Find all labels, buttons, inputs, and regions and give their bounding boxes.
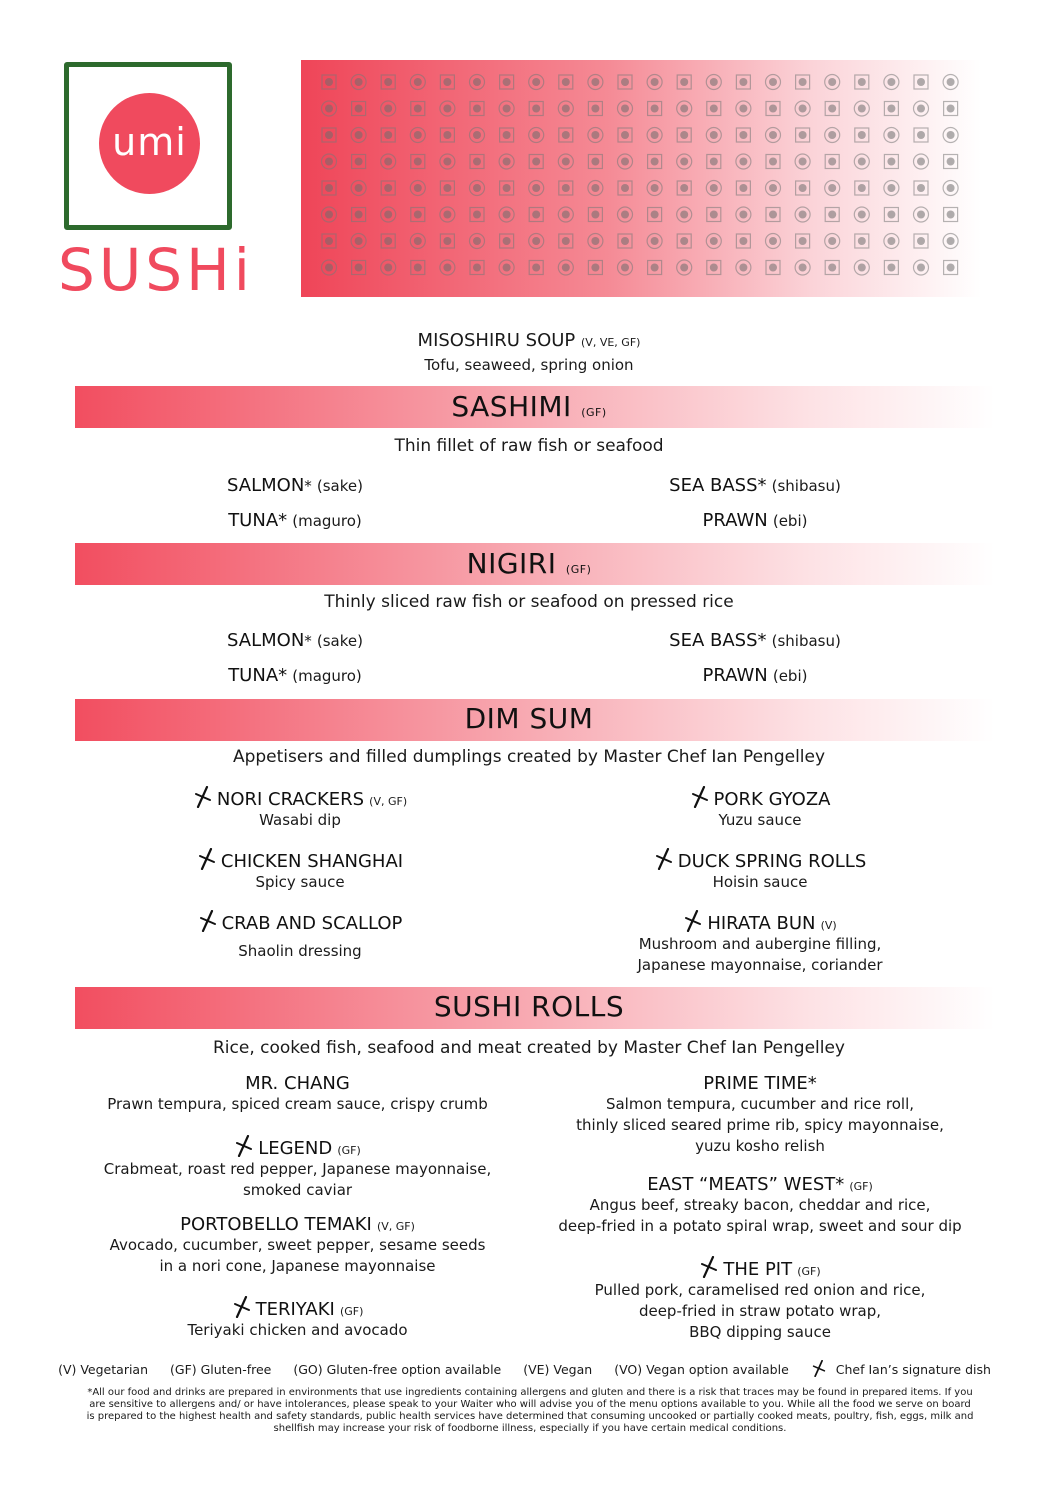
pattern-dot: [499, 101, 514, 116]
pattern-dot: [766, 102, 780, 116]
pattern-dot: [618, 101, 633, 116]
pattern-dot: [410, 75, 425, 90]
pattern-dot: [618, 260, 633, 275]
pattern-dot: [825, 128, 840, 143]
pattern-dot: [796, 128, 810, 142]
sashimi-tag: (GF): [581, 406, 607, 419]
item-alt: (shibasu): [771, 477, 841, 495]
pattern-dot: [470, 75, 485, 90]
pattern-dot: [588, 261, 602, 275]
item-desc: thinly sliced seared prime rib, spicy mayonnaise,: [576, 1116, 944, 1134]
chopsticks-icon: [690, 786, 710, 808]
item-name: CRAB AND SCALLOP: [221, 913, 403, 934]
pattern-dot: [529, 155, 543, 169]
item-star: *: [304, 477, 312, 495]
item-alt: (maguro): [292, 667, 362, 685]
item-desc: Teriyaki chicken and avocado: [187, 1321, 408, 1339]
pattern-dot: [381, 234, 395, 248]
pattern-dot: [440, 207, 455, 222]
chopsticks-icon: [193, 786, 213, 808]
pattern-dot: [855, 234, 869, 248]
pattern-dot: [766, 208, 780, 222]
pattern-dot: [825, 75, 840, 90]
pattern-dot: [499, 154, 514, 169]
legend-signature-label: Chef Ian’s signature dish: [835, 1362, 991, 1377]
pattern-dot: [648, 102, 662, 116]
sashimi-item-prawn: [630, 510, 880, 531]
pattern-dot: [558, 207, 573, 222]
rolls-desc: Rice, cooked fish, seafood and meat created by Master Chef Ian Pengelley: [212, 1038, 845, 1058]
item-desc: Salmon tempura, cucumber and rice roll,: [605, 1095, 915, 1113]
item-desc: deep-fried in straw potato wrap,: [638, 1302, 882, 1320]
pattern-dot: [529, 208, 543, 222]
dimsum-item-nori-crackers: [150, 786, 450, 831]
item-tag: (GF): [849, 1180, 873, 1193]
pattern-dot: [588, 181, 603, 196]
pattern-dot: [706, 234, 721, 249]
nigiri-item-tuna: [170, 665, 420, 686]
pattern-dot: [618, 154, 633, 169]
item-name: CHICKEN SHANGHAI: [220, 851, 404, 872]
item-name: NORI CRACKERS: [216, 789, 365, 810]
sashimi-item-salmon: [170, 475, 420, 496]
sashimi-heading: [0, 390, 1058, 423]
dimsum-item-chicken-shanghai: [150, 848, 450, 893]
pattern-dot: [795, 260, 810, 275]
pattern-dot: [559, 181, 573, 195]
pattern-dot: [736, 207, 751, 222]
pattern-dot: [914, 234, 928, 248]
item-tag: (V, GF): [376, 1220, 415, 1233]
pattern-dot: [440, 260, 455, 275]
item-name: SALMON: [227, 475, 305, 496]
pattern-dot: [677, 154, 692, 169]
item-tag: (GF): [797, 1265, 821, 1278]
logo-wordmark: SUSHi: [58, 236, 254, 304]
dimsum-item-duck-spring-rolls: [610, 848, 910, 893]
item-name: LEGEND: [258, 1138, 333, 1159]
pattern-dot: [352, 208, 366, 222]
pattern-dot: [500, 234, 514, 248]
roll-item-the-pit: [540, 1256, 980, 1343]
pattern-dot: [854, 154, 869, 169]
pattern-dot: [766, 155, 780, 169]
item-desc: Mushroom and aubergine filling,: [638, 935, 882, 953]
pattern-dot: [884, 75, 899, 90]
pattern-dot: [677, 207, 692, 222]
pattern-dot: [381, 101, 396, 116]
pattern-dot: [914, 154, 929, 169]
pattern-dot: [470, 261, 484, 275]
item-desc: Crabmeat, roast red pepper, Japanese mayonnaise,: [103, 1160, 492, 1178]
pattern-dot: [766, 234, 781, 249]
pattern-dot: [470, 128, 485, 143]
chopsticks-icon: [232, 1296, 252, 1318]
roll-item-teriyaki: [60, 1296, 535, 1341]
roll-item-mr-chang: [60, 1073, 535, 1115]
pattern-dot: [706, 181, 721, 196]
pattern-dot: [351, 128, 366, 143]
pattern-dot: [943, 75, 958, 90]
pattern-dot: [588, 208, 602, 222]
item-name: PRIME TIME*: [703, 1073, 817, 1094]
pattern-dot: [825, 234, 840, 249]
roll-item-portobello-temaki: [60, 1214, 535, 1277]
pattern-dot: [588, 128, 603, 143]
pattern-dot: [440, 75, 454, 89]
pattern-dot: [677, 260, 692, 275]
pattern-dot: [766, 181, 781, 196]
pattern-dot: [440, 181, 454, 195]
item-alt: (maguro): [292, 512, 362, 530]
pattern-dot: [943, 128, 958, 143]
pattern-dot: [558, 154, 573, 169]
pattern-dot: [618, 75, 632, 89]
pattern-dot: [410, 128, 425, 143]
pattern-dot: [795, 207, 810, 222]
pattern-dot: [618, 181, 632, 195]
pattern-dot: [588, 102, 602, 116]
pattern-dot: [766, 128, 781, 143]
pattern-dot: [736, 260, 751, 275]
pattern-dot: [736, 181, 750, 195]
pattern-dot: [648, 261, 662, 275]
pattern-dot: [440, 101, 455, 116]
pattern-dot: [351, 181, 366, 196]
pattern-dot: [825, 155, 839, 169]
soup-desc: Tofu, seaweed, spring onion: [424, 356, 634, 374]
item-desc: Yuzu sauce: [718, 811, 802, 829]
pattern-dot: [411, 102, 425, 116]
pattern-dot: [914, 181, 928, 195]
item-name: EAST “MEATS” WEST*: [647, 1174, 845, 1195]
item-name: SALMON: [227, 630, 305, 651]
item-name: MR. CHANG: [245, 1073, 350, 1094]
dimsum-item-hirata-bun: [610, 910, 910, 976]
pattern-dot: [943, 234, 958, 249]
roll-item-prime-time: [540, 1073, 980, 1157]
pattern-dot: [470, 234, 485, 249]
pattern-dot: [707, 261, 721, 275]
roll-item-legend: [60, 1135, 535, 1201]
pattern-dot: [914, 101, 929, 116]
pattern-dot: [470, 102, 484, 116]
pattern-dot: [322, 75, 336, 89]
pattern-dot: [706, 128, 721, 143]
item-star: *: [304, 632, 312, 650]
chopsticks-icon: [654, 848, 674, 870]
item-desc: deep-fried in a potato spiral wrap, sweet and sour dip: [558, 1217, 962, 1235]
chopsticks-icon: [683, 910, 703, 932]
legend-go: (GO) Gluten-free option available: [293, 1362, 502, 1377]
item-desc: Japanese mayonnaise, coriander: [637, 956, 883, 974]
pattern-dot: [647, 181, 662, 196]
pattern-dot: [558, 260, 573, 275]
item-desc: Angus beef, streaky bacon, cheddar and rice,: [589, 1196, 931, 1214]
pattern-dot: [884, 102, 898, 116]
item-alt: (ebi): [772, 512, 808, 530]
pattern-dot: [884, 128, 899, 143]
pattern-dot: [381, 260, 396, 275]
pattern-dot: [854, 207, 869, 222]
pattern-dot: [914, 207, 929, 222]
chopsticks-icon: [811, 1360, 827, 1377]
item-name: HIRATA BUN: [707, 913, 816, 934]
pattern-dot: [381, 181, 395, 195]
item-desc: smoked caviar: [242, 1181, 353, 1199]
item-desc: yuzu kosho relish: [695, 1137, 825, 1155]
pattern-dot: [411, 261, 425, 275]
pattern-dot: [884, 234, 899, 249]
item-name: PRAWN: [702, 510, 768, 531]
pattern-dot: [351, 75, 366, 90]
pattern-dot: [707, 208, 721, 222]
nigiri-desc: Thinly sliced raw fish or seafood on pressed rice: [324, 592, 734, 612]
legend: [0, 1360, 1058, 1377]
pattern-dot: [559, 75, 573, 89]
roll-item-east-meats-west: [540, 1174, 980, 1237]
dimsum-item-pork-gyoza: [610, 786, 910, 831]
item-desc: Spicy sauce: [255, 873, 345, 891]
pattern-dot: [351, 234, 366, 249]
pattern-dot: [855, 75, 869, 89]
pattern-dot: [588, 234, 603, 249]
chopsticks-icon: [234, 1135, 254, 1157]
pattern-dot: [500, 128, 514, 142]
item-desc: in a nori cone, Japanese mayonnaise: [159, 1257, 436, 1275]
item-name: THE PIT: [723, 1259, 793, 1280]
pattern-dot: [352, 155, 366, 169]
pattern-dot: [499, 207, 514, 222]
pattern-dot: [707, 155, 721, 169]
item-tag: (GF): [337, 1144, 361, 1157]
dot-pattern: [318, 72, 978, 287]
pattern-dot: [736, 154, 751, 169]
pattern-dot: [736, 75, 750, 89]
chopsticks-icon: [198, 910, 218, 932]
soup-name: MISOSHIRU SOUP: [417, 330, 576, 351]
pattern-dot: [825, 102, 839, 116]
pattern-dot: [588, 75, 603, 90]
pattern-dot: [322, 207, 337, 222]
item-name: PRAWN: [702, 665, 768, 686]
item-alt: (sake): [316, 477, 363, 495]
pattern-dot: [470, 208, 484, 222]
pattern-dot: [825, 181, 840, 196]
pattern-dot: [500, 181, 514, 195]
item-name: TERIYAKI: [255, 1299, 335, 1320]
chopsticks-icon: [197, 848, 217, 870]
sashimi-desc: Thin fillet of raw fish or seafood: [394, 436, 664, 456]
pattern-dot: [944, 208, 958, 222]
pattern-dot: [352, 102, 366, 116]
pattern-dot: [944, 102, 958, 116]
pattern-dot: [559, 234, 573, 248]
pattern-dot: [796, 234, 810, 248]
pattern-dot: [825, 261, 839, 275]
pattern-dot: [647, 128, 662, 143]
item-alt: (ebi): [772, 667, 808, 685]
pattern-dot: [410, 181, 425, 196]
pattern-dot: [618, 207, 633, 222]
pattern-dot: [618, 234, 632, 248]
pattern-dot: [914, 128, 928, 142]
pattern-dot: [559, 128, 573, 142]
sashimi-item-seabass: [630, 475, 880, 496]
pattern-dot: [529, 128, 544, 143]
pattern-dot: [796, 181, 810, 195]
item-desc: Shaolin dressing: [238, 942, 362, 960]
pattern-dot: [322, 260, 337, 275]
pattern-dot: [854, 260, 869, 275]
item-alt: (shibasu): [771, 632, 841, 650]
pattern-dot: [944, 261, 958, 275]
pattern-dot: [529, 75, 544, 90]
pattern-dot: [706, 75, 721, 90]
allergen-disclaimer: *All our food and drinks are prepared in environments that use ingredients containing allergens and gluten and there is a risk that traces may be found in prepared items. If you are sensitive to allergens and/ or have intolerances, please speak to your Waiter who will advise you of the menu options available to you. While all the food we serve on board is prepared to the highest health and safety standards, public health services have determined that consuming uncooked or partially cooked meats, poultry, fish, eggs, milk and shellfish may increase your risk of foodborne illness, especially if you have certain medical conditions.: [86, 1387, 974, 1434]
legend-v: (V) Vegetarian: [58, 1362, 149, 1377]
dimsum-title: DIM SUM: [464, 702, 594, 735]
legend-ve: (VE) Vegan: [523, 1362, 593, 1377]
pattern-dot: [944, 155, 958, 169]
pattern-dot: [381, 154, 396, 169]
dimsum-item-crab-scallop: [150, 910, 450, 962]
nigiri-item-seabass: [630, 630, 880, 651]
item-name: SEA BASS*: [669, 630, 767, 651]
pattern-dot: [677, 128, 691, 142]
sashimi-title: SASHIMI: [451, 390, 572, 423]
pattern-dot: [647, 75, 662, 90]
item-desc: Pulled pork, caramelised red onion and rice,: [594, 1281, 926, 1299]
nigiri-tag: (GF): [565, 563, 592, 576]
pattern-dot: [381, 128, 395, 142]
pattern-dot: [647, 234, 662, 249]
item-desc: Wasabi dip: [259, 811, 341, 829]
item-desc: Avocado, cucumber, sweet pepper, sesame seeds: [109, 1236, 486, 1254]
pattern-dot: [381, 207, 396, 222]
pattern-dot: [943, 181, 958, 196]
nigiri-item-salmon: [170, 630, 420, 651]
pattern-dot: [795, 154, 810, 169]
pattern-dot: [677, 101, 692, 116]
pattern-dot: [499, 260, 514, 275]
pattern-dot: [440, 234, 454, 248]
pattern-dot: [648, 155, 662, 169]
pattern-dot: [766, 75, 781, 90]
pattern-dot: [322, 154, 337, 169]
soup-title: [0, 330, 1058, 351]
pattern-dot: [795, 101, 810, 116]
item-desc: BBQ dipping sauce: [689, 1323, 831, 1341]
pattern-dot: [500, 75, 514, 89]
pattern-dot: [855, 128, 869, 142]
rolls-title: SUSHI ROLLS: [433, 990, 625, 1023]
pattern-dot: [884, 208, 898, 222]
pattern-dot: [470, 155, 484, 169]
pattern-dot: [411, 155, 425, 169]
pattern-dot: [618, 128, 632, 142]
pattern-dot: [677, 75, 691, 89]
pattern-dot: [440, 154, 455, 169]
item-alt: (sake): [316, 632, 363, 650]
pattern-dot: [736, 128, 750, 142]
item-name: DUCK SPRING ROLLS: [677, 851, 867, 872]
pattern-dot: [529, 234, 544, 249]
pattern-dot: [884, 261, 898, 275]
legend-vo: (VO) Vegan option available: [614, 1362, 789, 1377]
pattern-dot: [736, 101, 751, 116]
pattern-dot: [529, 181, 544, 196]
pattern-dot: [884, 155, 898, 169]
pattern-dot: [411, 208, 425, 222]
pattern-dot: [884, 181, 899, 196]
soup-tags: (V, VE, GF): [581, 336, 641, 349]
dimsum-desc: Appetisers and filled dumplings created by Master Chef Ian Pengelley: [232, 747, 826, 767]
pattern-dot: [825, 208, 839, 222]
sashimi-item-tuna: [170, 510, 420, 531]
pattern-dot: [854, 101, 869, 116]
pattern-dot: [322, 234, 336, 248]
pattern-dot: [914, 75, 928, 89]
pattern-dot: [529, 102, 543, 116]
pattern-dot: [736, 234, 750, 248]
item-name: TUNA*: [228, 510, 288, 531]
nigiri-title: NIGIRI: [466, 547, 557, 580]
item-desc: Hoisin sauce: [712, 873, 808, 891]
pattern-dot: [648, 208, 662, 222]
pattern-dot: [558, 101, 573, 116]
item-tag: (GF): [339, 1305, 364, 1318]
pattern-dot: [677, 181, 691, 195]
pattern-dot: [440, 128, 454, 142]
pattern-dot: [914, 260, 929, 275]
item-name: TUNA*: [228, 665, 288, 686]
item-name: PORTOBELLO TEMAKI: [180, 1214, 372, 1235]
item-tag: (V, GF): [369, 795, 408, 808]
nigiri-heading: [0, 547, 1058, 580]
pattern-dot: [796, 75, 810, 89]
pattern-dot: [766, 261, 780, 275]
item-name: SEA BASS*: [669, 475, 767, 496]
legend-gf: (GF) Gluten-free: [170, 1362, 272, 1377]
legend-signature: [811, 1362, 1000, 1377]
item-desc: Prawn tempura, spiced cream sauce, crispy crumb: [107, 1095, 488, 1113]
pattern-dot: [322, 181, 336, 195]
logo-circle: umi: [99, 93, 200, 194]
pattern-dot: [588, 155, 602, 169]
nigiri-item-prawn: [630, 665, 880, 686]
pattern-dot: [529, 261, 543, 275]
item-name: PORK GYOZA: [713, 789, 831, 810]
pattern-dot: [707, 102, 721, 116]
pattern-dot: [322, 128, 336, 142]
pattern-dot: [352, 261, 366, 275]
pattern-dot: [855, 181, 869, 195]
pattern-dot: [677, 234, 691, 248]
chopsticks-icon: [699, 1256, 719, 1278]
pattern-dot: [322, 101, 337, 116]
pattern-dot: [470, 181, 485, 196]
item-tag: (V): [820, 919, 837, 932]
pattern-dot: [410, 234, 425, 249]
pattern-dot: [381, 75, 395, 89]
